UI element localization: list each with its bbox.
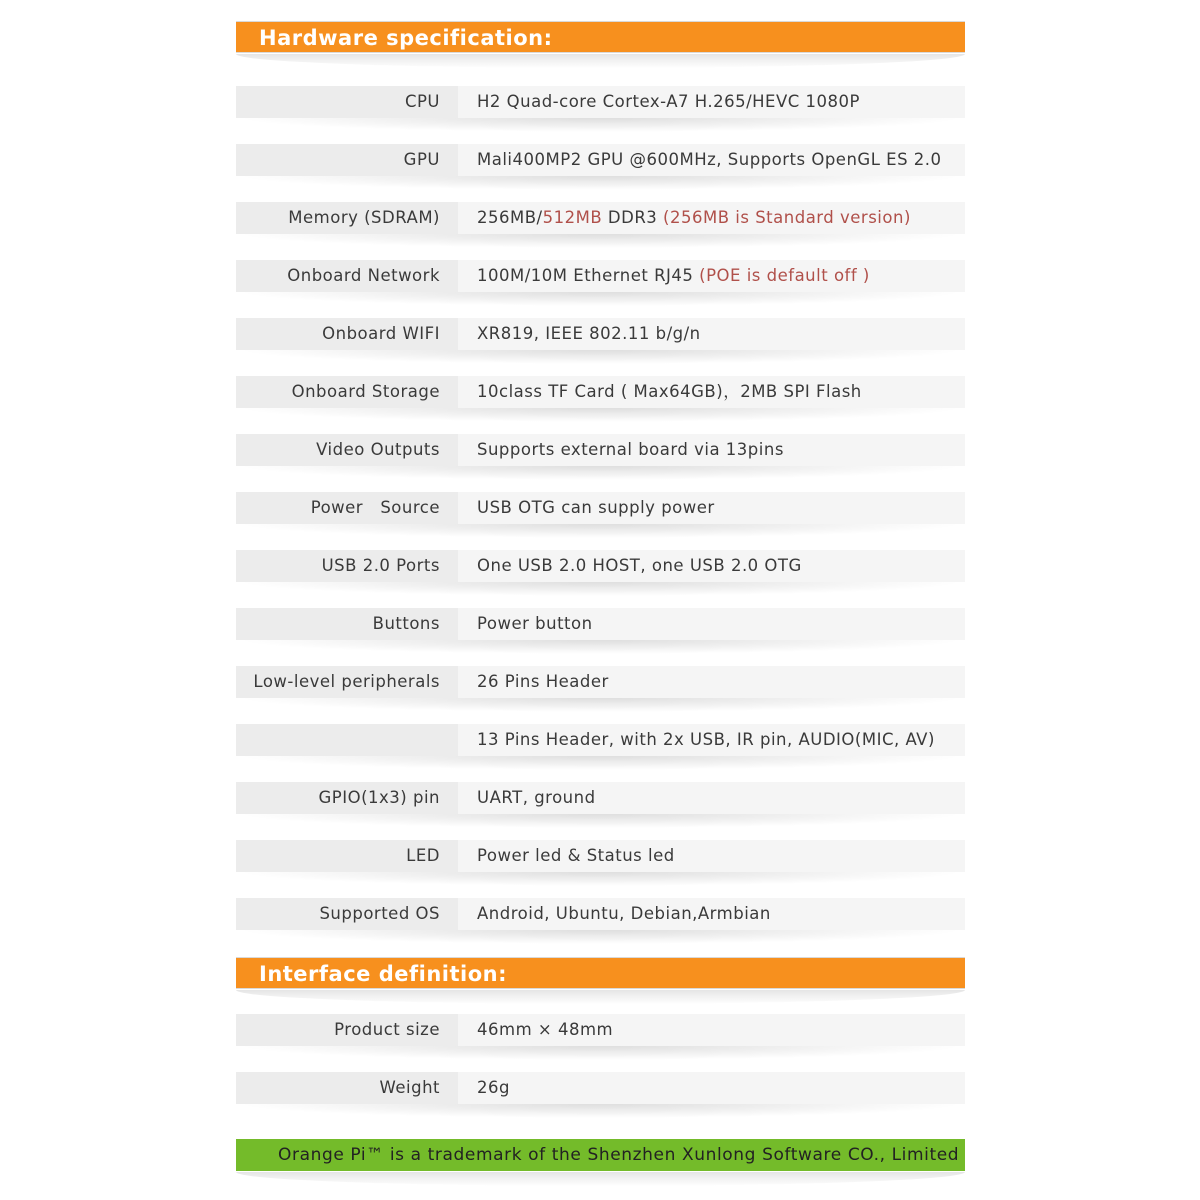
spec-value: Android, Ubuntu, Debian,Armbian [458,898,965,930]
spec-value: Power button [458,608,965,640]
memory-value-part: DDR3 [602,208,664,227]
spec-value: UART, ground [458,782,965,814]
spec-label: Onboard Storage [236,376,458,408]
footer-shadow [236,1172,965,1186]
row-shadow [236,350,965,364]
memory-highlight: 512MB [542,208,603,227]
spec-value: One USB 2.0 HOST, one USB 2.0 OTG [458,550,965,582]
row-shadow [236,930,965,944]
spec-row-buttons [236,608,965,640]
spec-value [458,260,965,292]
spec-label: Low-level peripherals [236,666,458,698]
row-shadow [236,756,965,770]
spec-value [458,202,965,234]
spec-label: Supported OS [236,898,458,930]
spec-row-wifi [236,318,965,350]
spec-label: GPIO(1x3) pin [236,782,458,814]
spec-label: Onboard Network [236,260,458,292]
spec-label: Buttons [236,608,458,640]
spec-value: 26g [458,1072,965,1104]
spec-value: Power led & Status led [458,840,965,872]
spec-row-low-level-peripherals [236,666,965,698]
spec-row-gpio [236,782,965,814]
spec-row-video [236,434,965,466]
spec-label: Memory (SDRAM) [236,202,458,234]
spec-value: Mali400MP2 GPU @600MHz, Supports OpenGL ES 2.0 [458,144,965,176]
spec-row-low-level-peripherals-2 [236,724,965,756]
spec-value: 26 Pins Header [458,666,965,698]
hardware-specification-banner [236,21,965,53]
spec-row-usb [236,550,965,582]
memory-value-part: 256MB/ [477,208,543,227]
spec-row-storage [236,376,965,408]
spec-row-memory [236,202,965,234]
row-shadow [236,640,965,654]
row-shadow [236,466,965,480]
spec-label: GPU [236,144,458,176]
spec-label: Power Source [236,492,458,524]
network-note: (POE is default off ) [699,266,870,285]
spec-row-product-size [236,1014,965,1046]
row-shadow [236,872,965,886]
spec-row-led [236,840,965,872]
spec-label: Weight [236,1072,458,1104]
spec-row-cpu [236,86,965,118]
memory-note: (256MB is Standard version) [663,208,911,227]
spec-value: H2 Quad-core Cortex-A7 H.265/HEVC 1080P [458,86,965,118]
spec-label [236,724,458,756]
spec-value: 10class TF Card ( Max64GB)，2MB SPI Flash [458,376,965,408]
row-shadow [236,292,965,306]
spec-label: CPU [236,86,458,118]
interface-definition-title: Interface definition: [259,962,507,986]
spec-value: USB OTG can supply power [458,492,965,524]
trademark-text: Orange Pi™ is a trademark of the Shenzhen Xunlong Software CO., Limited [278,1145,960,1165]
spec-value: 13 Pins Header, with 2x USB, IR pin, AUDIO(MIC, AV) [458,724,965,756]
row-shadow [236,118,965,132]
spec-label: LED [236,840,458,872]
spec-row-supported-os [236,898,965,930]
spec-row-network [236,260,965,292]
interface-definition-banner [236,957,965,989]
spec-row-weight [236,1072,965,1104]
hardware-specification-title: Hardware specification: [259,26,553,50]
spec-value: Supports external board via 13pins [458,434,965,466]
spec-label: USB 2.0 Ports [236,550,458,582]
spec-row-power [236,492,965,524]
row-shadow [236,524,965,538]
row-shadow [236,582,965,596]
banner-shadow [236,990,965,1004]
row-shadow [236,234,965,248]
row-shadow [236,176,965,190]
spec-label: Onboard WIFI [236,318,458,350]
row-shadow [236,408,965,422]
row-shadow [236,698,965,712]
spec-row-gpu [236,144,965,176]
row-shadow [236,1046,965,1060]
row-shadow [236,1104,965,1118]
spec-label: Video Outputs [236,434,458,466]
banner-shadow [236,54,965,68]
network-value-part: 100M/10M Ethernet RJ45 [477,266,700,285]
spec-label: Product size [236,1014,458,1046]
row-shadow [236,814,965,828]
trademark-footer [236,1139,965,1171]
spec-value: XR819, IEEE 802.11 b/g/n [458,318,965,350]
spec-value: 46mm × 48mm [458,1014,965,1046]
